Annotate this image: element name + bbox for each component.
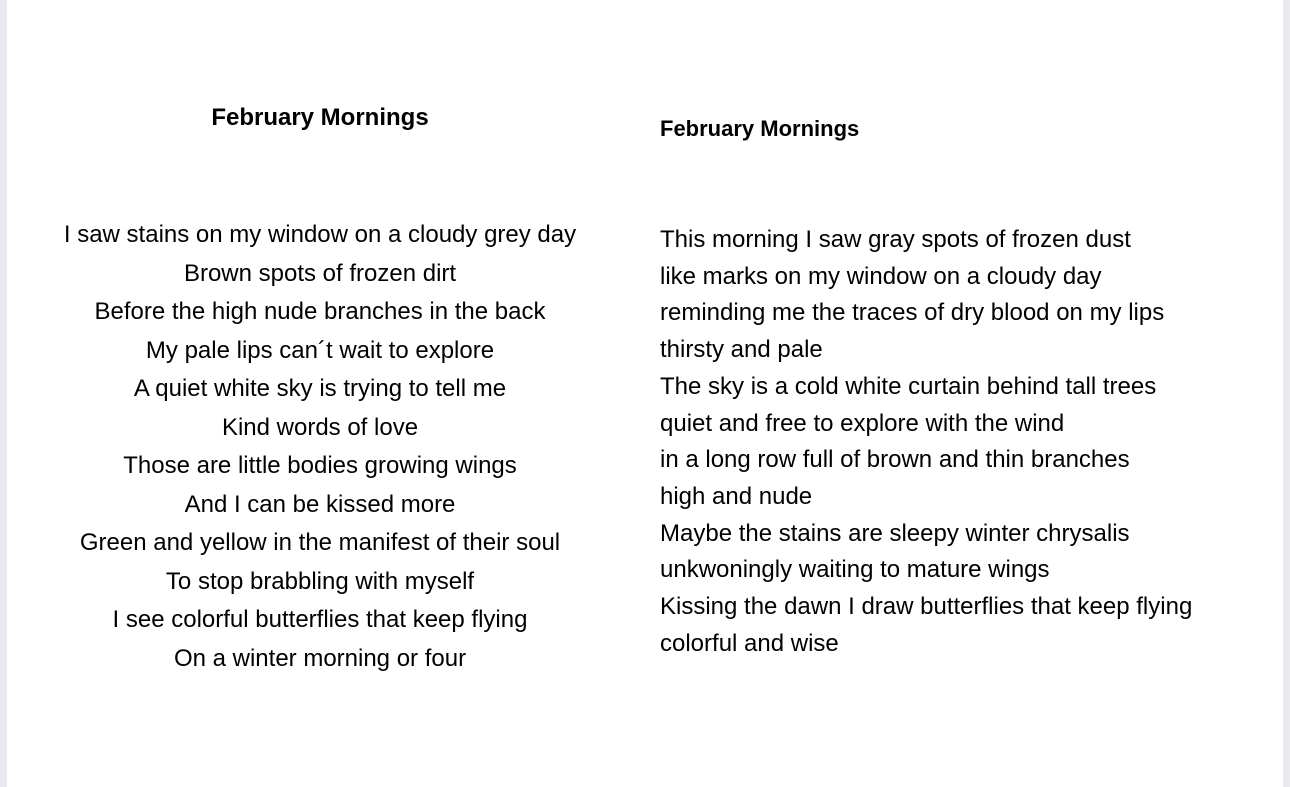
poem-line: I see colorful butterflies that keep flying: [112, 606, 528, 633]
poem-line: Kissing the dawn I draw butterflies that keep flying: [660, 593, 1193, 621]
poem-line: colorful and wise: [660, 629, 839, 657]
poem-line: like marks on my window on a cloudy day: [660, 262, 1102, 290]
poem-line: The sky is a cold white curtain behind tall trees: [660, 372, 1157, 400]
left-poem-title: February Mornings: [211, 104, 429, 131]
poem-line: quiet and free to explore with the wind: [660, 409, 1065, 437]
left-poem-lines: [37, 216, 603, 678]
poem-line: reminding me the traces of dry blood on my lips: [660, 299, 1165, 327]
poem-line: And I can be kissed more: [184, 490, 456, 518]
poem-line: high and nude: [660, 482, 813, 510]
poem-line: in a long row full of brown and thin branches: [660, 446, 1130, 474]
poem-line: Brown spots of frozen dirt: [183, 259, 457, 287]
poem-line: Before the high nude branches in the back: [94, 298, 546, 325]
poem-line: unkwoningly waiting to mature wings: [660, 556, 1050, 584]
document-page: [7, 0, 1283, 787]
poem-line: Those are little bodies growing wings: [123, 452, 517, 479]
poem-line: On a winter morning or four: [173, 644, 467, 672]
poem-line: My pale lips can´t wait to explore: [145, 336, 495, 364]
poem-line: Kind words of love: [221, 413, 419, 441]
poem-line: A quiet white sky is trying to tell me: [133, 375, 507, 402]
poem-line: Green and yellow in the manifest of their soul: [79, 529, 561, 556]
poem-line: This morning I saw gray spots of frozen dust: [660, 226, 1131, 253]
right-poem-lines: [660, 222, 1275, 662]
poem-line: I saw stains on my window on a cloudy grey day: [63, 221, 577, 248]
poem-line: To stop brabbling with myself: [165, 567, 475, 595]
poem-line: thirsty and pale: [660, 336, 823, 364]
poem-line: Maybe the stains are sleepy winter chrysalis: [660, 519, 1130, 547]
right-poem-title: February Mornings: [660, 116, 860, 141]
